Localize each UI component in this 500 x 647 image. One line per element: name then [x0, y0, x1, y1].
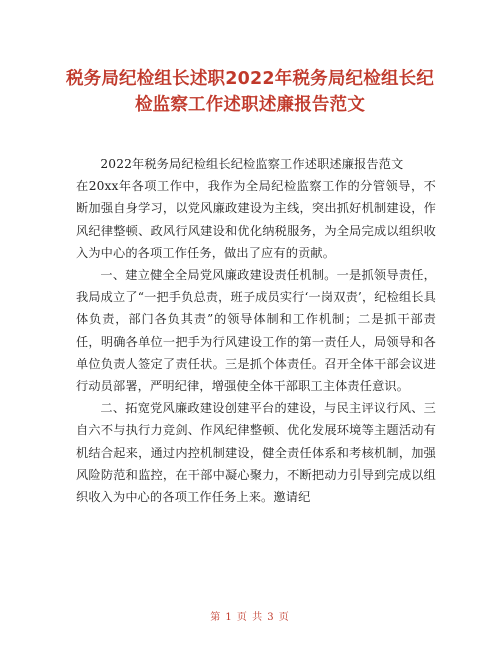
paragraph-section-two: 二、拓宽党风廉政建设创建平台的建设，与民主评议行风、三自六不与执行力竞剑、作风纪律整顿、优化发展环境等主题活动有机结合起来，通过内控机制建设，健全责任体系和考核机制，加强风险防范和监控，在干部中凝心聚力，不断把动力引导到完成以组织收入为中心的各项工作任务上来。邀请纪	[76, 401, 436, 505]
document-body	[76, 153, 436, 508]
document-title: 税务局纪检组长述职2022年税务局纪检组长纪检监察工作述职述廉报告范文	[65, 69, 435, 115]
paragraph-heading: 2022年税务局纪检组长纪检监察工作述职述廉报告范文	[100, 157, 404, 171]
paragraph-section-one: 一、建立健全全局党风廉政建设责任机制。一是抓领导责任，我局成立了“一把手负总责，班子成员实行‘一岗双责’，纪检组长具体负责，部门各负其责”的领导体制和工作机制；二是抓干部责任，明确各单位一把手为行风建设工作的第一责任人，局领导和各单位负责人签定了责任状。三是抓个体责任。召开全体干部会议进行动员部署，严明纪律，增强使全体干部职工主体责任意识。	[76, 268, 436, 394]
paragraph-intro: 在20xx年各项工作中，我作为全局纪检监察工作的分管领导，不断加强自身学习，以党风廉政建设为主线，突出抓好机制建设，作风纪律整顿、政风行风建设和优化纳税服务，为全局完成以组织收入为中心的各项工作任务，做出了应有的贡献。	[76, 179, 436, 260]
page-footer: 第 1 页 共 3 页	[210, 612, 290, 623]
